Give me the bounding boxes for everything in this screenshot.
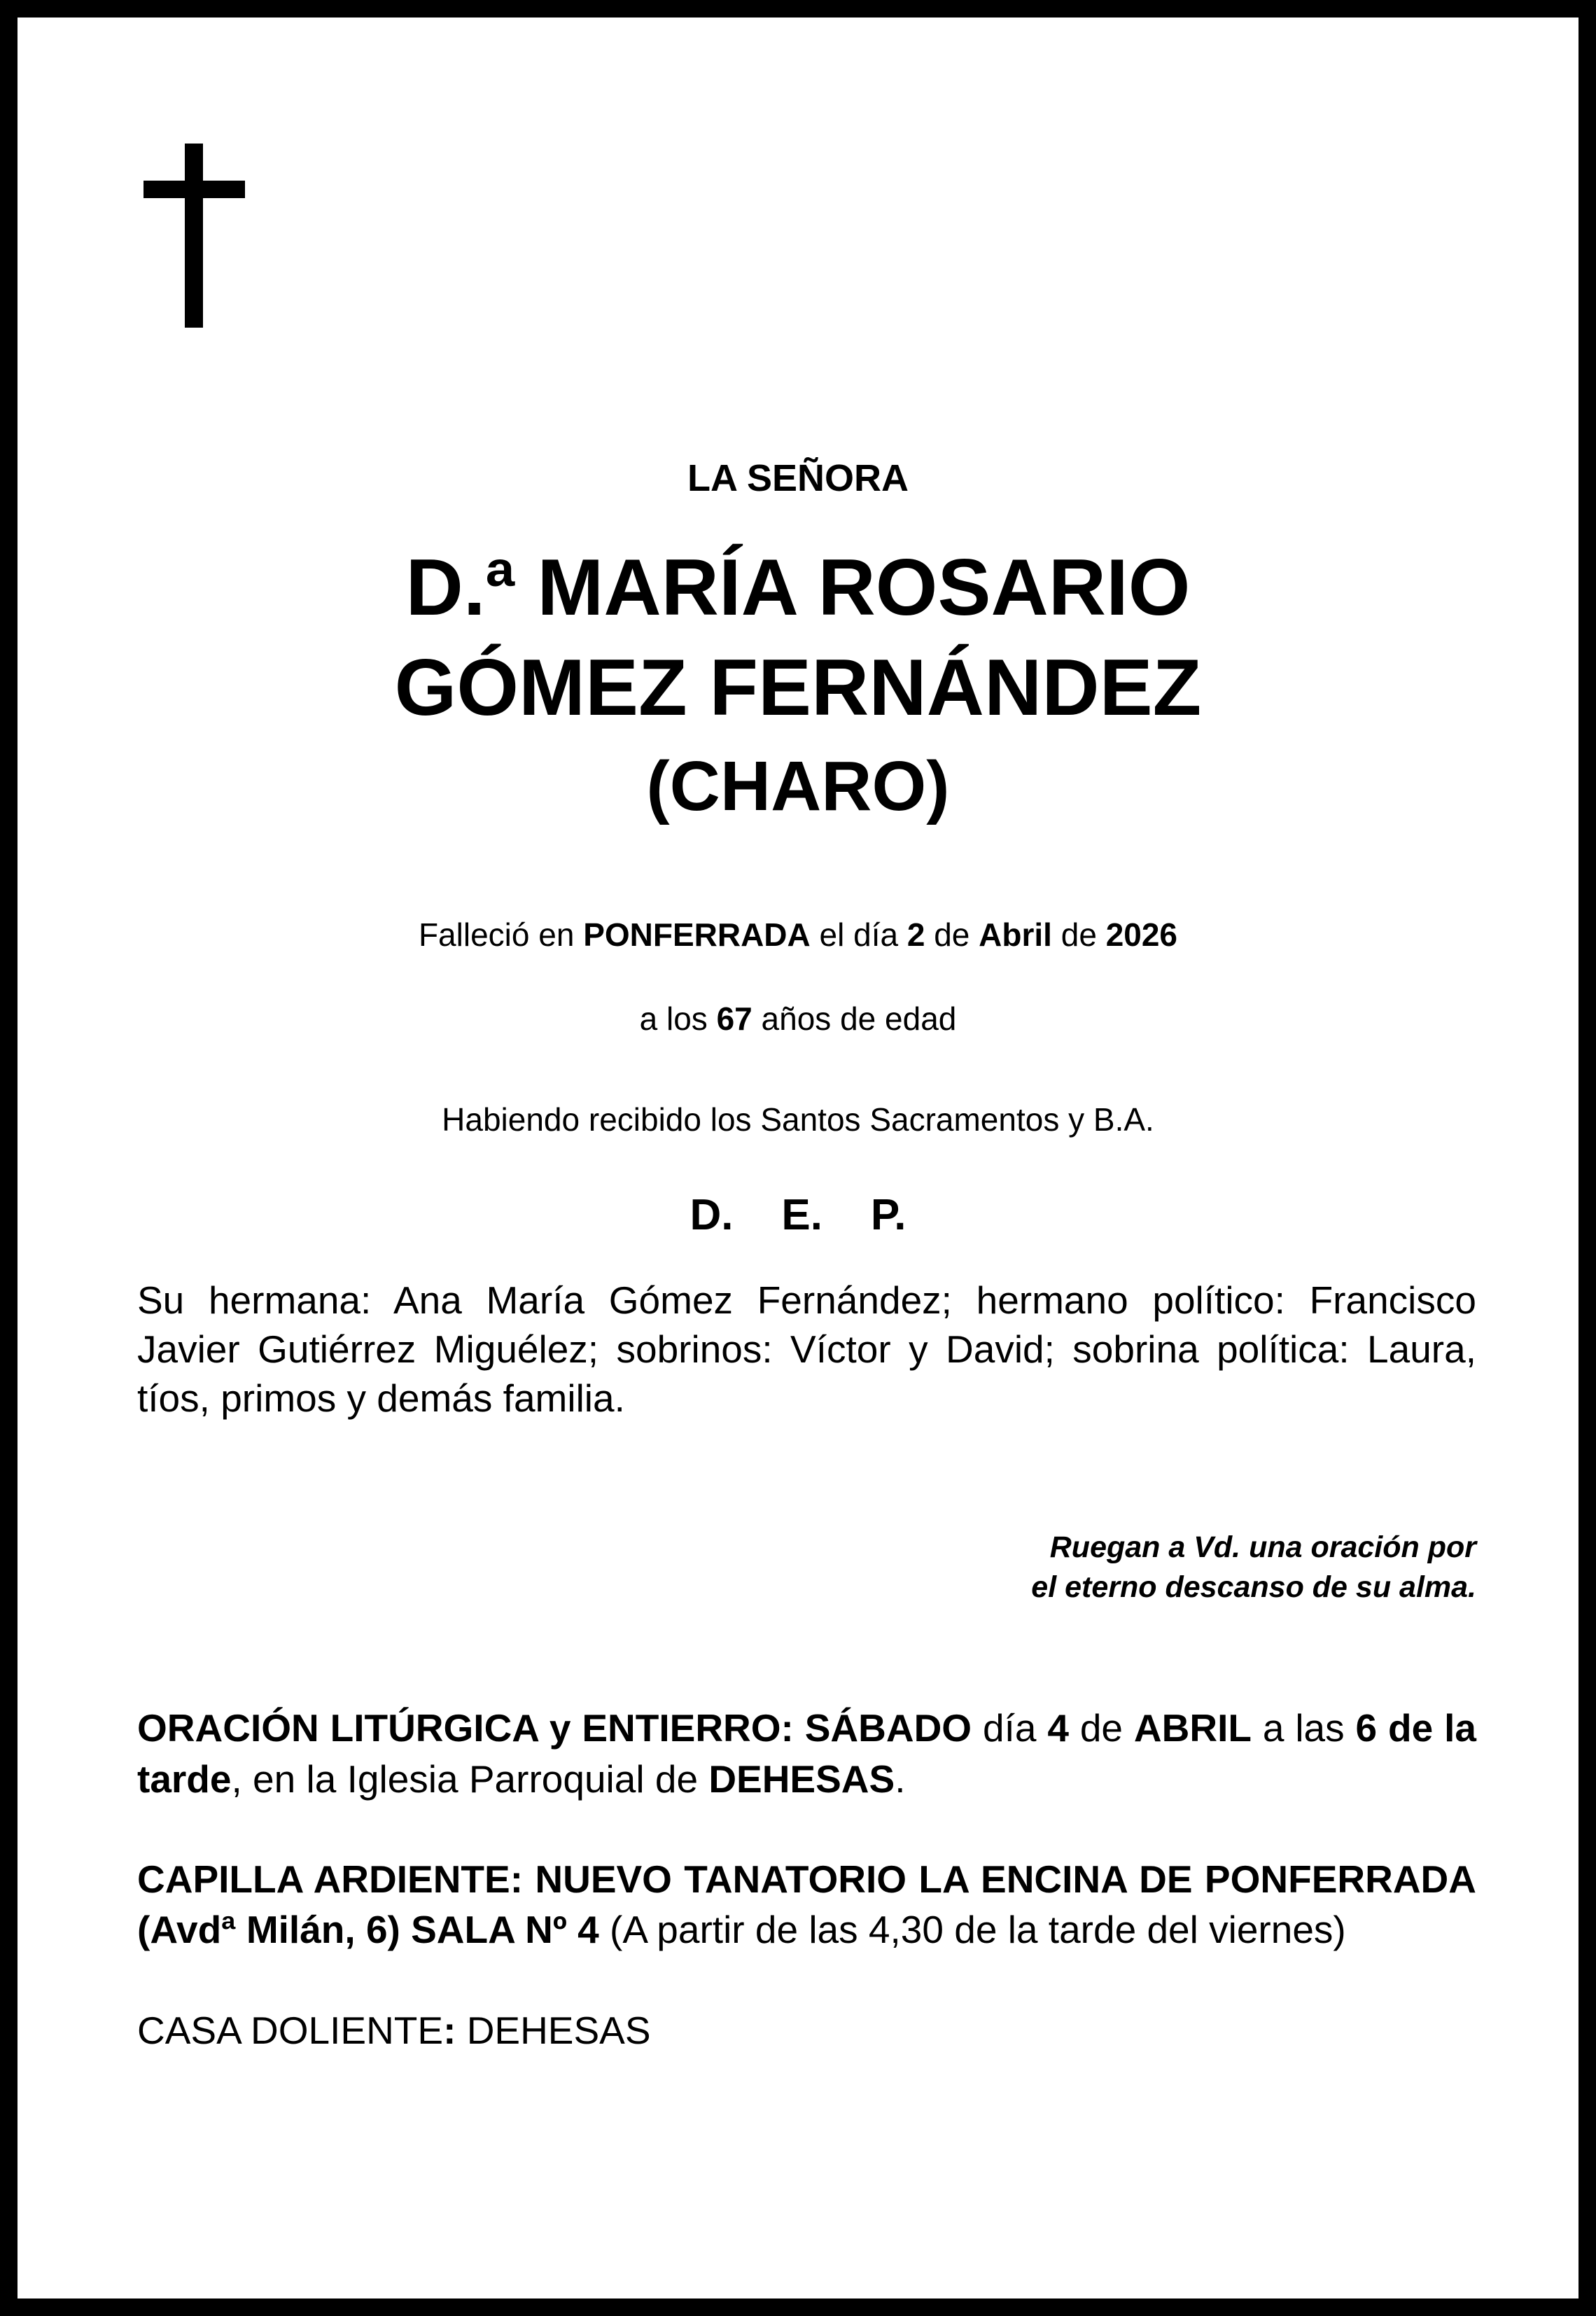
family-paragraph: Su hermana: Ana María Gómez Fernández; hermano político: Francisco Javier Gutiérrez Miguélez; sobrinos: Víctor y David; sobrina política: Laura, tíos, primos y demás familia.: [137, 1278, 1476, 1420]
death-info: Falleció en PONFERRADA el día 2 de Abril de 2026: [418, 916, 1178, 953]
deceased-name-line1: D.ª MARÍA ROSARIO: [405, 543, 1191, 632]
rip-text: D. E. P.: [690, 1191, 906, 1239]
sacraments-text: Habiendo recibido los Santos Sacramentos y B.A.: [442, 1101, 1154, 1138]
deceased-nickname: (CHARO): [646, 747, 950, 825]
chapel-info: CAPILLA ARDIENTE: NUEVO TANATORIO LA ENCINA DE PONFERRADA (Avdª Milán, 6) SALA Nº 4 (A partir de las 4,30 de la tarde del viernes): [137, 1857, 1476, 1951]
title-prefix: LA SEÑORA: [687, 457, 909, 499]
obituary-page: [18, 18, 1578, 2298]
prayer-request: Ruegan a Vd. una oración por el eterno descanso de su alma.: [1031, 1530, 1476, 1604]
age-info: a los 67 años de edad: [639, 1000, 957, 1037]
funeral-info: ORACIÓN LITÚRGICA y ENTIERRO: SÁBADO día 4 de ABRIL a las 6 de la tarde, en la Iglesia Parroquial de DEHESAS.: [137, 1706, 1476, 1801]
deceased-name-line2: GÓMEZ FERNÁNDEZ: [394, 643, 1202, 732]
house-info: CASA DOLIENTE: DEHESAS: [137, 2009, 651, 2052]
